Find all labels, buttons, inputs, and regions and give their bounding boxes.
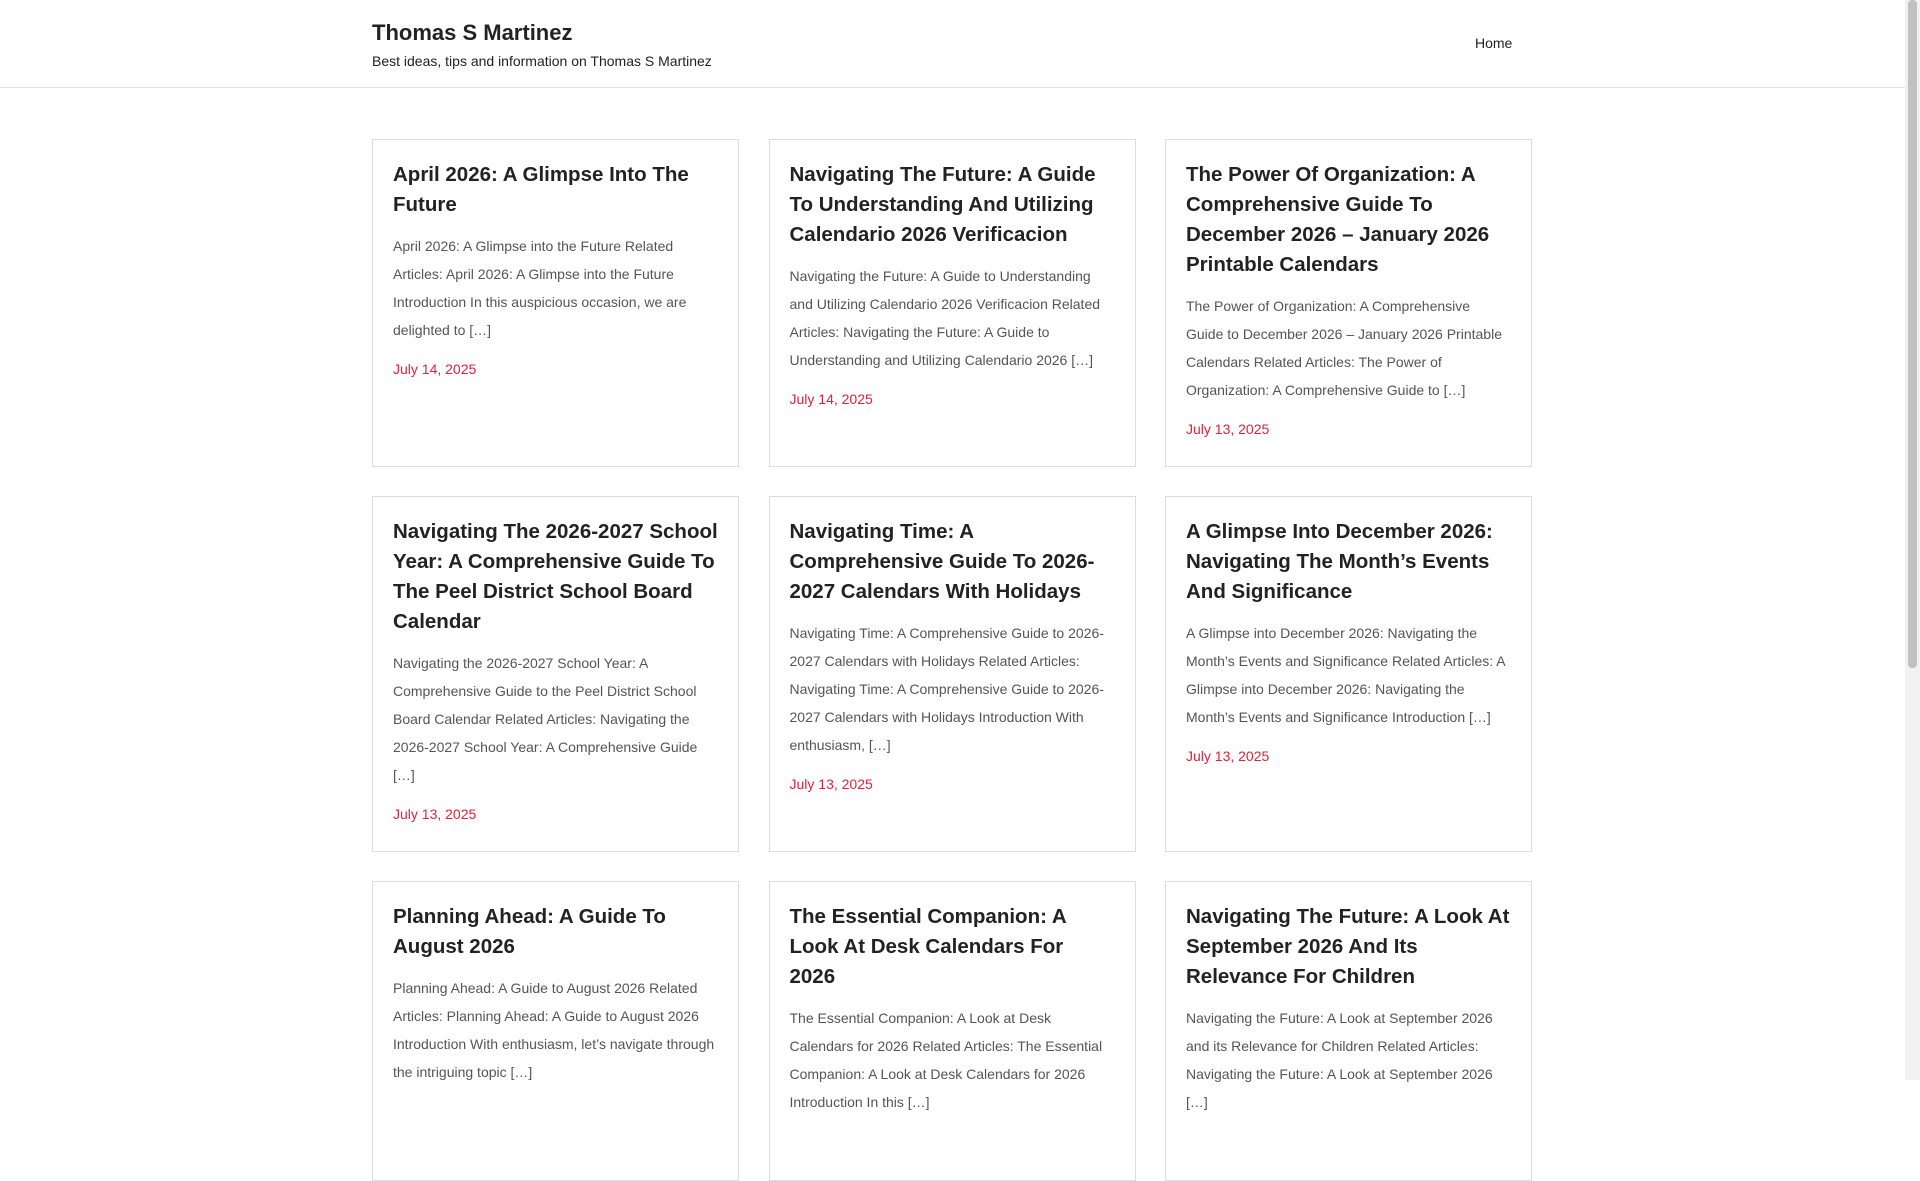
post-excerpt: A Glimpse into December 2026: Navigating the Month’s Events and Significance Related Articles: A Glimpse into December 2026: Navigating the Month’s Events and Significance Introduction […] — [1186, 625, 1505, 725]
post-title[interactable]: Navigating The 2026-2027 School Year: A Comprehensive Guide To The Peel District School Board Calendar — [393, 520, 718, 633]
post-card — [1165, 496, 1532, 852]
post-excerpt: April 2026: A Glimpse into the Future Related Articles: April 2026: A Glimpse into the Future Introduction In this auspicious occasion, we are delighted to […] — [393, 238, 687, 338]
post-date-link[interactable]: July 13, 2025 — [1186, 421, 1270, 437]
post-title[interactable]: Planning Ahead: A Guide To August 2026 — [393, 905, 666, 958]
site-tagline: Best ideas, tips and information on Thomas S Martinez — [372, 53, 712, 69]
post-excerpt: The Essential Companion: A Look at Desk Calendars for 2026 Related Articles: The Essential Companion: A Look at Desk Calendars for 2026 Introduction In this […] — [789, 1010, 1103, 1110]
post-card — [372, 496, 739, 852]
post-title[interactable]: A Glimpse Into December 2026: Navigating The Month’s Events And Significance — [1186, 520, 1493, 603]
post-title[interactable]: April 2026: A Glimpse Into The Future — [393, 163, 689, 216]
post-title[interactable]: Navigating The Future: A Look At September 2026 And Its Relevance For Children — [1186, 905, 1510, 988]
post-title[interactable]: Navigating Time: A Comprehensive Guide To 2026-2027 Calendars With Holidays — [789, 520, 1095, 603]
site-header — [0, 0, 1905, 88]
post-card — [1165, 881, 1532, 1181]
post-card — [372, 139, 739, 467]
post-card — [372, 881, 739, 1181]
post-excerpt: Navigating Time: A Comprehensive Guide to 2026-2027 Calendars with Holidays Related Articles: Navigating Time: A Comprehensive Guide to 2026-2027 Calendars with Holidays Introduction With enthusiasm, […] — [789, 625, 1104, 753]
post-date-link[interactable]: July 13, 2025 — [789, 776, 873, 792]
post-card — [769, 139, 1136, 467]
post-date-link[interactable]: July 14, 2025 — [789, 391, 873, 407]
vertical-scrollbar[interactable] — [1905, 0, 1920, 1080]
post-date-link[interactable]: July 14, 2025 — [393, 361, 477, 377]
post-card — [769, 881, 1136, 1181]
scrollbar-thumb[interactable] — [1908, 0, 1917, 668]
post-card — [769, 496, 1136, 852]
post-excerpt: Planning Ahead: A Guide to August 2026 Related Articles: Planning Ahead: A Guide to August 2026 Introduction With enthusiasm, let’s navigate through the intriguing topic […] — [393, 980, 715, 1080]
post-date-link[interactable]: July 13, 2025 — [393, 806, 477, 822]
post-card — [1165, 139, 1532, 467]
site-title-link[interactable]: Thomas S Martinez — [372, 20, 573, 45]
post-excerpt: Navigating the 2026-2027 School Year: A Comprehensive Guide to the Peel District School Board Calendar Related Articles: Navigating the 2026-2027 School Year: A Comprehensive Guide […] — [393, 655, 698, 783]
post-title[interactable]: The Power Of Organization: A Comprehensive Guide To December 2026 – January 2026 Printable Calendars — [1186, 163, 1490, 276]
post-excerpt: The Power of Organization: A Comprehensive Guide to December 2026 – January 2026 Printable Calendars Related Articles: The Power of Organization: A Comprehensive Guide to […] — [1186, 298, 1502, 398]
post-title[interactable]: Navigating The Future: A Guide To Understanding And Utilizing Calendario 2026 Verificacion — [789, 163, 1096, 246]
post-excerpt: Navigating the Future: A Look at September 2026 and its Relevance for Children Related Articles: Navigating the Future: A Look at September 2026 […] — [1186, 1010, 1493, 1110]
post-date-link[interactable]: July 13, 2025 — [1186, 748, 1270, 764]
nav-home-link[interactable]: Home — [1475, 35, 1513, 51]
post-excerpt: Navigating the Future: A Guide to Understanding and Utilizing Calendario 2026 Verificacion Related Articles: Navigating the Future: A Guide to Understanding and Utilizing Calendario 2026 […] — [789, 268, 1101, 368]
post-title[interactable]: The Essential Companion: A Look At Desk Calendars For 2026 — [789, 905, 1066, 988]
posts-grid — [372, 139, 1532, 1181]
